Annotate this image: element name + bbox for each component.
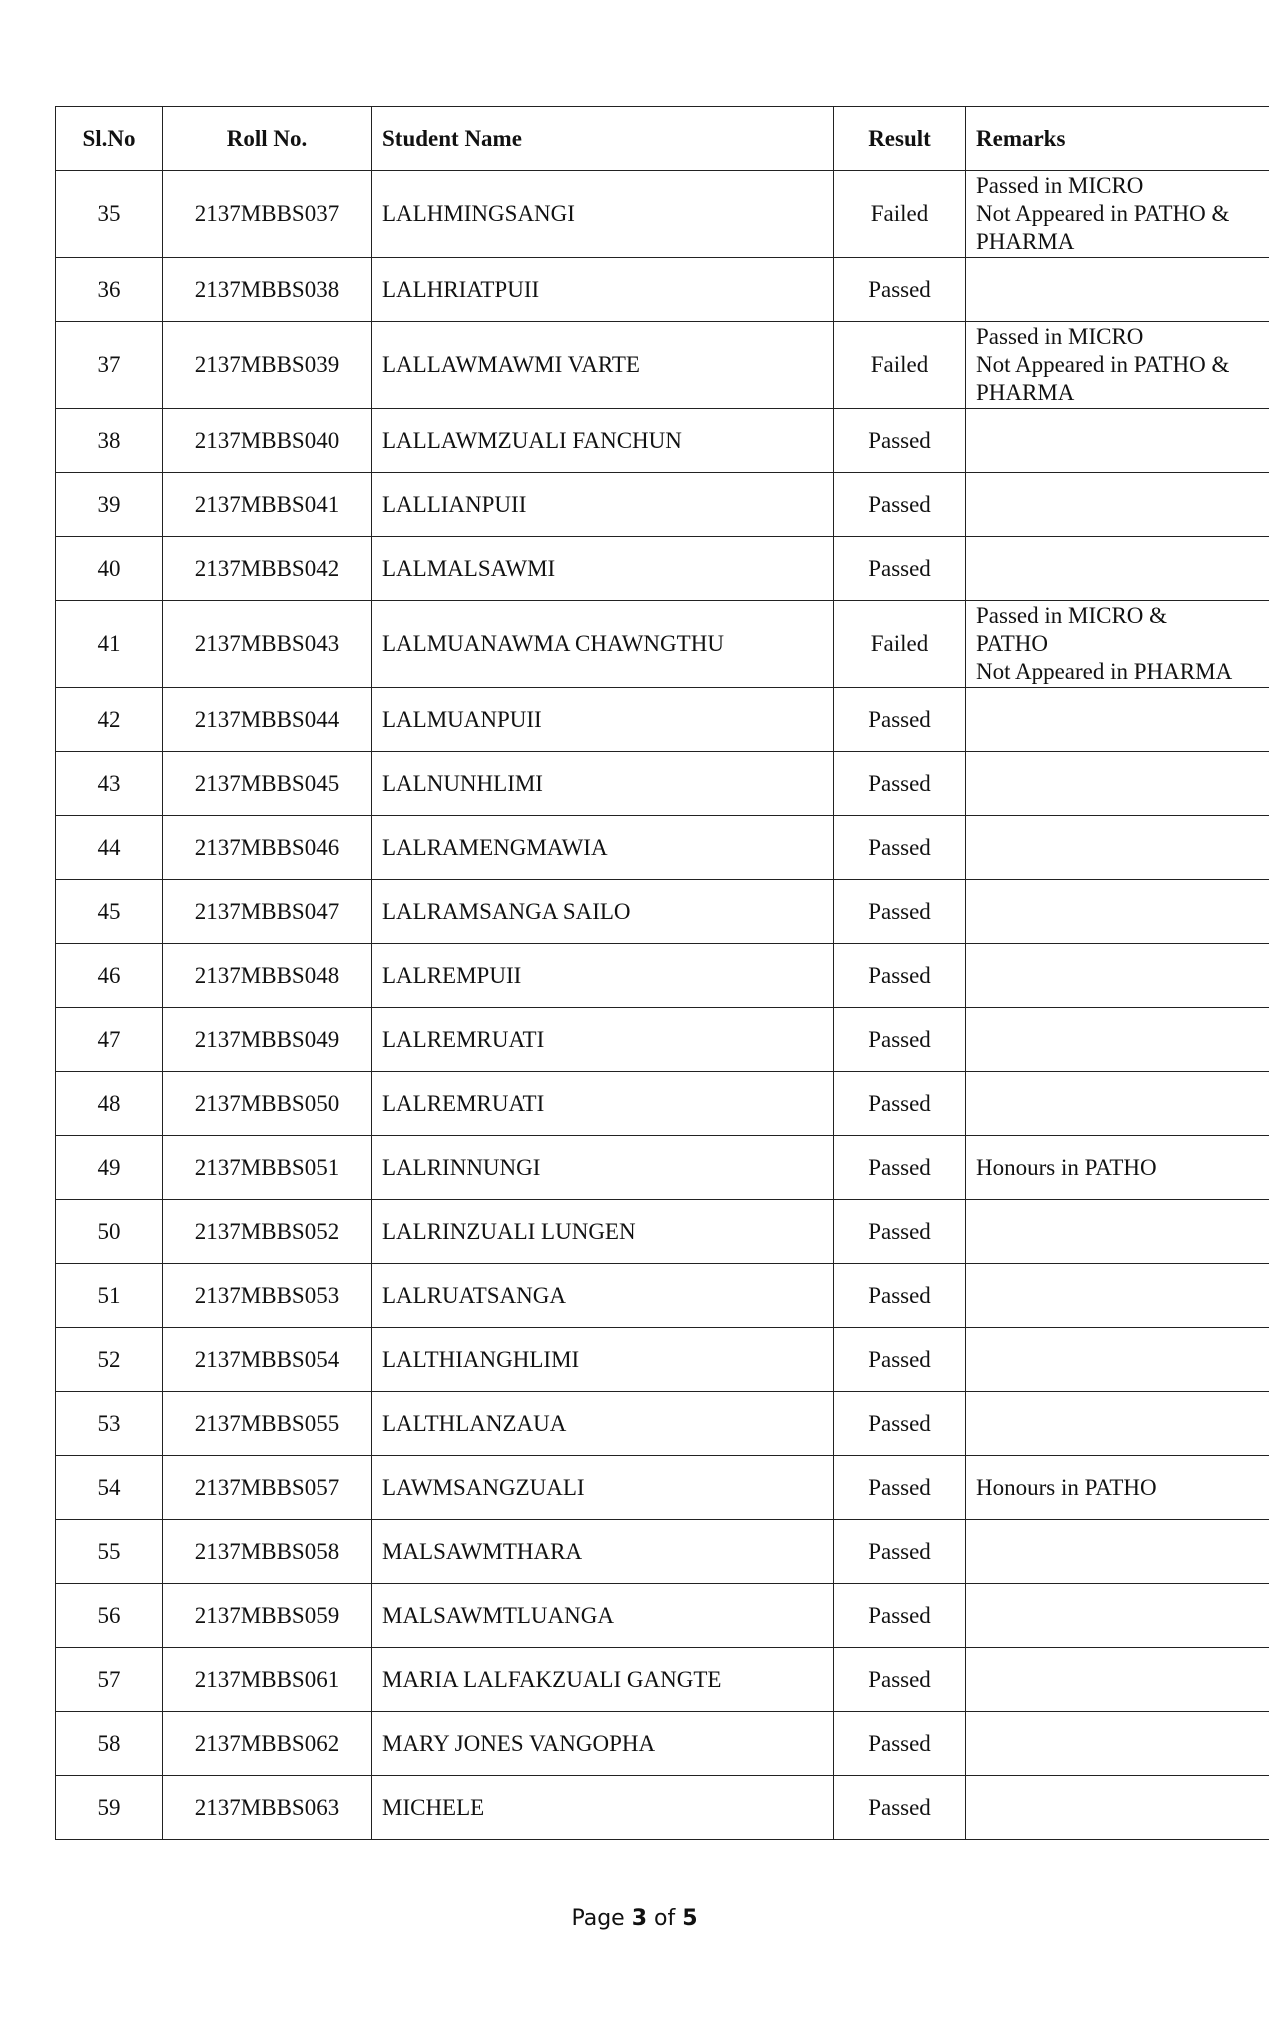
- cell-student-name: LALTHIANGHLIMI: [372, 1328, 834, 1392]
- cell-roll-no: 2137MBBS052: [163, 1200, 372, 1264]
- cell-student-name: MICHELE: [372, 1776, 834, 1840]
- cell-roll-no: 2137MBBS047: [163, 880, 372, 944]
- cell-student-name: MALSAWMTHARA: [372, 1520, 834, 1584]
- cell-sl-no: 45: [56, 880, 163, 944]
- cell-student-name: LALMUANAWMA CHAWNGTHU: [372, 601, 834, 688]
- cell-roll-no: 2137MBBS061: [163, 1648, 372, 1712]
- cell-sl-no: 53: [56, 1392, 163, 1456]
- cell-result: Passed: [834, 688, 966, 752]
- remark-line: Not Appeared in PATHO &: [976, 352, 1230, 377]
- cell-sl-no: 43: [56, 752, 163, 816]
- remark-line: PATHO: [976, 631, 1049, 656]
- cell-roll-no: 2137MBBS057: [163, 1456, 372, 1520]
- cell-roll-no: 2137MBBS055: [163, 1392, 372, 1456]
- cell-student-name: LALRAMSANGA SAILO: [372, 880, 834, 944]
- cell-result: Passed: [834, 1072, 966, 1136]
- cell-sl-no: 58: [56, 1712, 163, 1776]
- cell-student-name: LALRAMENGMAWIA: [372, 816, 834, 880]
- cell-student-name: LALNUNHLIMI: [372, 752, 834, 816]
- cell-sl-no: 49: [56, 1136, 163, 1200]
- cell-student-name: LALTHLANZAUA: [372, 1392, 834, 1456]
- header-result: Result: [834, 107, 966, 171]
- cell-sl-no: 42: [56, 688, 163, 752]
- table-row: [56, 944, 1269, 1008]
- cell-remarks: [966, 1008, 1269, 1072]
- header-student-name: Student Name: [372, 107, 834, 171]
- cell-remarks: [966, 1264, 1269, 1328]
- table-row: [56, 322, 1269, 409]
- cell-remarks: [966, 816, 1269, 880]
- cell-sl-no: 51: [56, 1264, 163, 1328]
- cell-result: Passed: [834, 1520, 966, 1584]
- cell-student-name: LALRINZUALI LUNGEN: [372, 1200, 834, 1264]
- cell-student-name: LALMUANPUII: [372, 688, 834, 752]
- table-row: [56, 1136, 1269, 1200]
- cell-remarks: [966, 1776, 1269, 1840]
- table-row: [56, 258, 1269, 322]
- cell-result: Passed: [834, 1264, 966, 1328]
- results-sheet: [55, 106, 1233, 1840]
- header-sl-no: Sl.No: [56, 107, 163, 171]
- cell-remarks: [966, 171, 1269, 258]
- cell-roll-no: 2137MBBS062: [163, 1712, 372, 1776]
- remark-line: Passed in MICRO: [976, 324, 1144, 349]
- table-row: [56, 1648, 1269, 1712]
- remark-line: Not Appeared in PATHO &: [976, 201, 1230, 226]
- table-row: [56, 688, 1269, 752]
- table-row: [56, 1264, 1269, 1328]
- cell-student-name: MALSAWMTLUANGA: [372, 1584, 834, 1648]
- cell-sl-no: 56: [56, 1584, 163, 1648]
- cell-roll-no: 2137MBBS059: [163, 1584, 372, 1648]
- cell-result: Passed: [834, 1456, 966, 1520]
- table-row: [56, 1456, 1269, 1520]
- results-body: [56, 171, 1269, 1840]
- page-label: Page: [571, 1906, 625, 1931]
- cell-result: Passed: [834, 258, 966, 322]
- table-row: [56, 473, 1269, 537]
- cell-sl-no: 38: [56, 409, 163, 473]
- cell-roll-no: 2137MBBS044: [163, 688, 372, 752]
- cell-sl-no: 36: [56, 258, 163, 322]
- cell-result: Passed: [834, 1008, 966, 1072]
- cell-remarks: [966, 1392, 1269, 1456]
- cell-student-name: LALREMRUATI: [372, 1008, 834, 1072]
- cell-roll-no: 2137MBBS054: [163, 1328, 372, 1392]
- table-row: [56, 537, 1269, 601]
- cell-remarks: [966, 1456, 1269, 1520]
- table-row: [56, 1584, 1269, 1648]
- cell-roll-no: 2137MBBS045: [163, 752, 372, 816]
- cell-remarks: [966, 537, 1269, 601]
- cell-remarks: [966, 1584, 1269, 1648]
- cell-sl-no: 48: [56, 1072, 163, 1136]
- table-row: [56, 880, 1269, 944]
- cell-student-name: LALREMPUII: [372, 944, 834, 1008]
- current-page-number: 3: [631, 1906, 648, 1931]
- table-row: [56, 1776, 1269, 1840]
- cell-result: Passed: [834, 1136, 966, 1200]
- cell-sl-no: 54: [56, 1456, 163, 1520]
- cell-student-name: LALLIANPUII: [372, 473, 834, 537]
- cell-remarks: [966, 880, 1269, 944]
- cell-roll-no: 2137MBBS046: [163, 816, 372, 880]
- cell-remarks: [966, 752, 1269, 816]
- cell-roll-no: 2137MBBS038: [163, 258, 372, 322]
- remark-line: PHARMA: [976, 229, 1075, 254]
- cell-roll-no: 2137MBBS037: [163, 171, 372, 258]
- cell-student-name: LAWMSANGZUALI: [372, 1456, 834, 1520]
- cell-sl-no: 40: [56, 537, 163, 601]
- cell-sl-no: 44: [56, 816, 163, 880]
- cell-sl-no: 39: [56, 473, 163, 537]
- table-row: [56, 1328, 1269, 1392]
- table-row: [56, 601, 1269, 688]
- cell-result: Passed: [834, 880, 966, 944]
- cell-sl-no: 37: [56, 322, 163, 409]
- cell-student-name: LALLAWMAWMI VARTE: [372, 322, 834, 409]
- header-roll-no: Roll No.: [163, 107, 372, 171]
- cell-sl-no: 59: [56, 1776, 163, 1840]
- cell-result: Passed: [834, 1776, 966, 1840]
- cell-result: Passed: [834, 537, 966, 601]
- cell-roll-no: 2137MBBS051: [163, 1136, 372, 1200]
- cell-sl-no: 35: [56, 171, 163, 258]
- cell-result: Passed: [834, 1392, 966, 1456]
- cell-remarks: [966, 601, 1269, 688]
- total-pages-number: 5: [682, 1906, 698, 1931]
- remark-line: PHARMA: [976, 380, 1075, 405]
- cell-result: Failed: [834, 171, 966, 258]
- remark-line: Passed in MICRO: [976, 173, 1144, 198]
- cell-result: Failed: [834, 601, 966, 688]
- cell-sl-no: 57: [56, 1648, 163, 1712]
- cell-remarks: [966, 1200, 1269, 1264]
- cell-student-name: LALLAWMZUALI FANCHUN: [372, 409, 834, 473]
- cell-sl-no: 47: [56, 1008, 163, 1072]
- cell-remarks: [966, 473, 1269, 537]
- table-row: [56, 752, 1269, 816]
- cell-roll-no: 2137MBBS039: [163, 322, 372, 409]
- cell-remarks: [966, 1520, 1269, 1584]
- table-row: [56, 409, 1269, 473]
- table-row: [56, 1520, 1269, 1584]
- cell-roll-no: 2137MBBS058: [163, 1520, 372, 1584]
- cell-remarks: [966, 322, 1269, 409]
- cell-remarks: [966, 1072, 1269, 1136]
- remark-line: Honours in PATHO: [976, 1474, 1157, 1500]
- page-number-footer: [0, 1906, 1269, 1931]
- cell-result: Passed: [834, 1584, 966, 1648]
- cell-remarks: [966, 1136, 1269, 1200]
- cell-roll-no: 2137MBBS042: [163, 537, 372, 601]
- cell-sl-no: 46: [56, 944, 163, 1008]
- cell-remarks: [966, 258, 1269, 322]
- cell-result: Passed: [834, 944, 966, 1008]
- cell-roll-no: 2137MBBS050: [163, 1072, 372, 1136]
- cell-remarks: [966, 1712, 1269, 1776]
- remark-line: Honours in PATHO: [976, 1154, 1157, 1180]
- cell-remarks: [966, 944, 1269, 1008]
- cell-sl-no: 52: [56, 1328, 163, 1392]
- cell-student-name: LALRUATSANGA: [372, 1264, 834, 1328]
- cell-result: Passed: [834, 473, 966, 537]
- cell-remarks: [966, 1648, 1269, 1712]
- cell-sl-no: 41: [56, 601, 163, 688]
- results-table: [55, 106, 1269, 1840]
- cell-remarks: [966, 688, 1269, 752]
- cell-result: Passed: [834, 409, 966, 473]
- remark-line: Passed in MICRO &: [976, 603, 1168, 628]
- cell-remarks: [966, 409, 1269, 473]
- table-row: [56, 816, 1269, 880]
- cell-roll-no: 2137MBBS040: [163, 409, 372, 473]
- cell-student-name: MARIA LALFAKZUALI GANGTE: [372, 1648, 834, 1712]
- cell-result: Passed: [834, 1712, 966, 1776]
- cell-result: Passed: [834, 752, 966, 816]
- cell-student-name: LALMALSAWMI: [372, 537, 834, 601]
- cell-roll-no: 2137MBBS048: [163, 944, 372, 1008]
- cell-roll-no: 2137MBBS063: [163, 1776, 372, 1840]
- table-row: [56, 1392, 1269, 1456]
- table-row: [56, 1712, 1269, 1776]
- cell-student-name: LALHRIATPUII: [372, 258, 834, 322]
- table-row: [56, 1008, 1269, 1072]
- cell-roll-no: 2137MBBS053: [163, 1264, 372, 1328]
- cell-student-name: LALREMRUATI: [372, 1072, 834, 1136]
- page-of-label: of: [654, 1906, 676, 1931]
- cell-roll-no: 2137MBBS041: [163, 473, 372, 537]
- cell-result: Passed: [834, 816, 966, 880]
- cell-sl-no: 55: [56, 1520, 163, 1584]
- table-row: [56, 171, 1269, 258]
- cell-result: Passed: [834, 1328, 966, 1392]
- table-row: [56, 1200, 1269, 1264]
- cell-student-name: LALRINNUNGI: [372, 1136, 834, 1200]
- cell-student-name: MARY JONES VANGOPHA: [372, 1712, 834, 1776]
- cell-roll-no: 2137MBBS049: [163, 1008, 372, 1072]
- cell-result: Passed: [834, 1648, 966, 1712]
- cell-sl-no: 50: [56, 1200, 163, 1264]
- cell-roll-no: 2137MBBS043: [163, 601, 372, 688]
- table-header-row: [56, 107, 1269, 171]
- cell-result: Passed: [834, 1200, 966, 1264]
- remark-line: Not Appeared in PHARMA: [976, 659, 1233, 684]
- table-row: [56, 1072, 1269, 1136]
- header-remarks: Remarks: [966, 107, 1269, 171]
- cell-remarks: [966, 1328, 1269, 1392]
- cell-student-name: LALHMINGSANGI: [372, 171, 834, 258]
- cell-result: Failed: [834, 322, 966, 409]
